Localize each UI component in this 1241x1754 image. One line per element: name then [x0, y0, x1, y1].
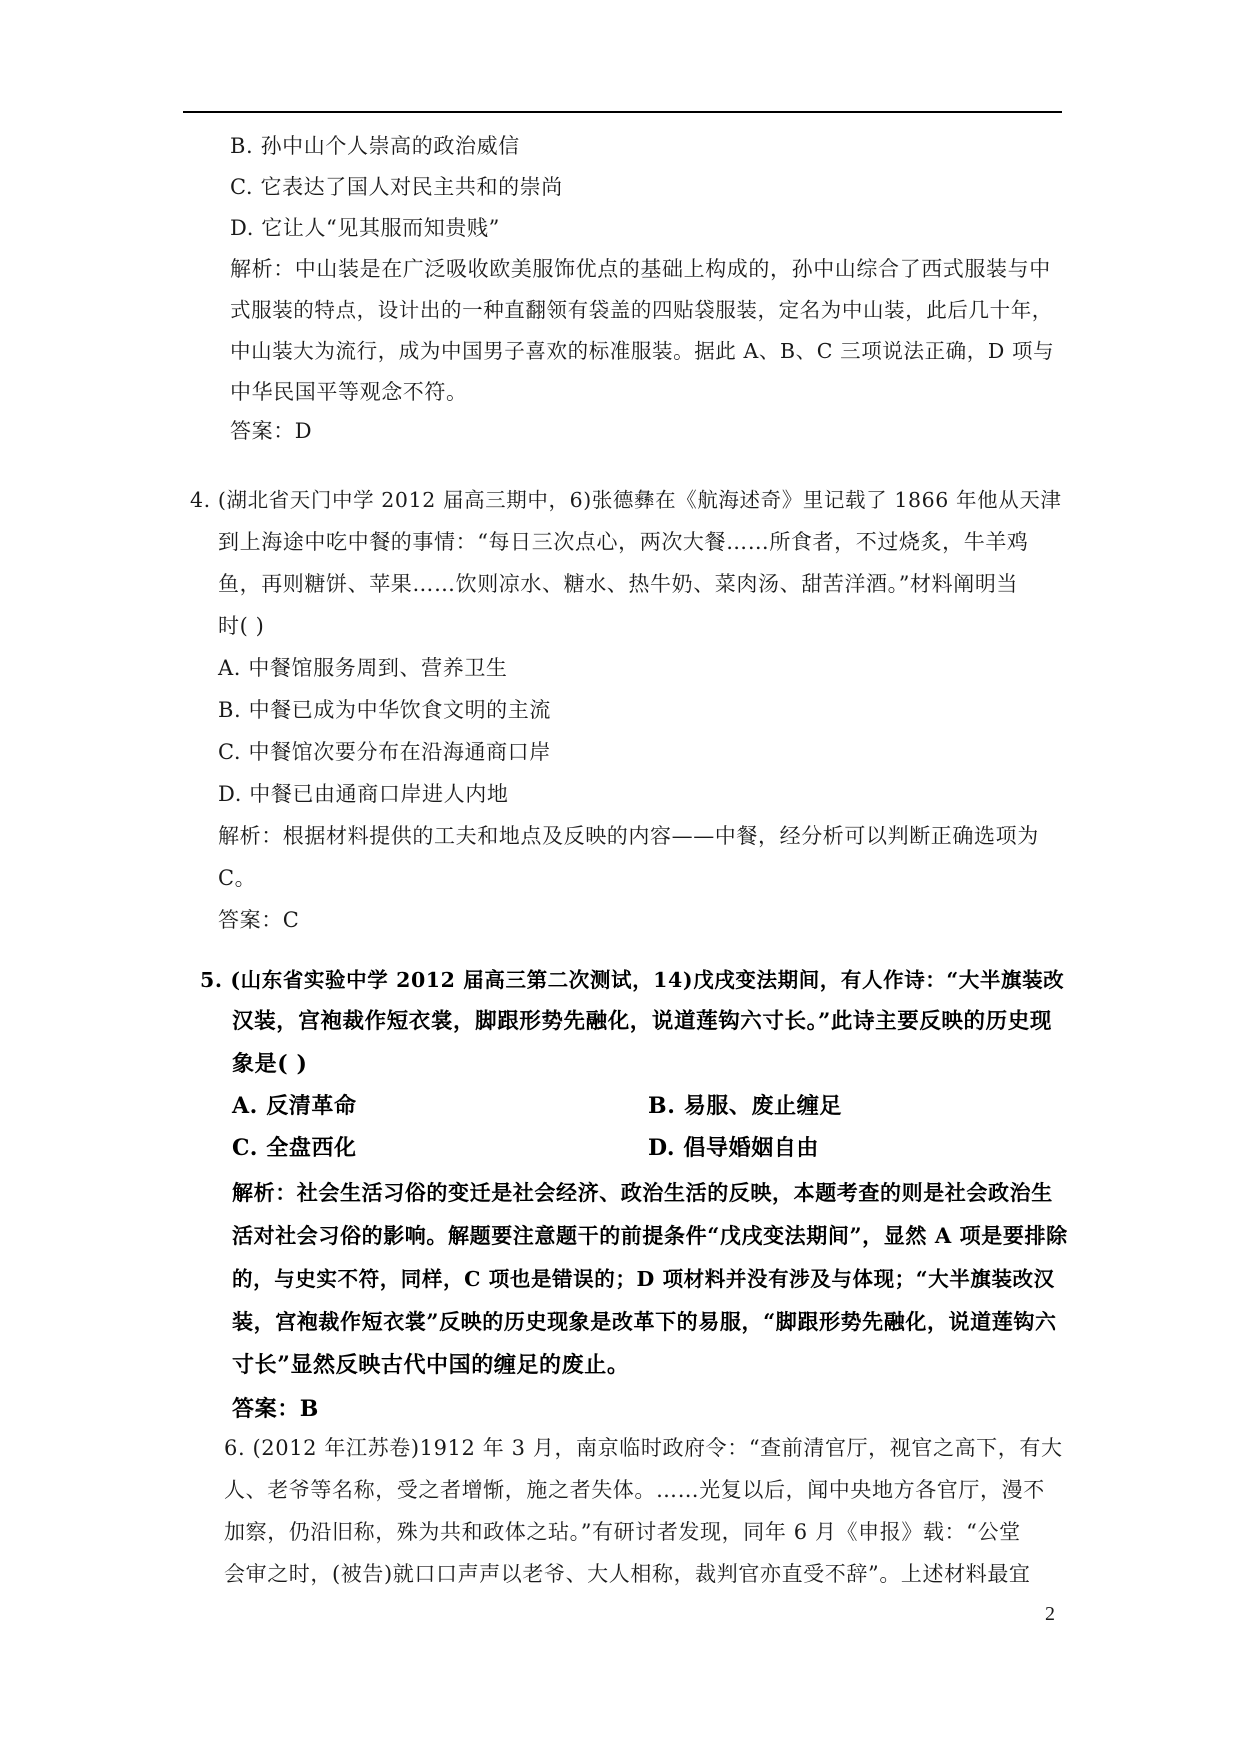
q4-answer: 答案：C [218, 908, 300, 932]
q4-option-c: C. 中餐馆次要分布在沿海通商口岸 [218, 740, 551, 764]
q4-stem-line: 到上海途中吃中餐的事情：“每日三次点心，两次大餐……所食者，不过烧炙，牛羊鸡 [218, 530, 1029, 554]
q6-stem-line: 会审之时，(被告)就口口声声以老爷、大人相称，裁判官亦直受不辞”。上述材料最宜 [224, 1562, 1031, 1586]
page-number: 2 [1045, 1603, 1055, 1625]
q5-option-a: A. 反清革命 [232, 1093, 357, 1119]
q3-analysis-line: 中华民国平等观念不符。 [230, 380, 468, 404]
q5-answer: 答案：B [232, 1396, 319, 1422]
q5-option-b: B. 易服、废止缠足 [648, 1093, 842, 1119]
q4-option-b: B. 中餐已成为中华饮食文明的主流 [218, 698, 551, 722]
q5-analysis-line: 活对社会习俗的影响。解题要注意题干的前提条件“戊戌变法期间”，显然 A 项是要排除 [232, 1223, 1068, 1248]
q3-option-d: D. 它让人“见其服而知贵贱” [230, 216, 500, 240]
q4-analysis-line: C。 [218, 866, 257, 890]
q4-option-d: D. 中餐已由通商口岸进人内地 [218, 782, 509, 806]
q5-analysis-line: 寸长”显然反映古代中国的缠足的废止。 [232, 1352, 630, 1378]
q5-analysis-line: 装，宫袍裁作短衣裳”反映的历史现象是改革下的易服，“脚跟形势先融化，说道莲钩六 [232, 1309, 1057, 1334]
q3-answer: 答案：D [230, 419, 313, 443]
q3-analysis-line: 式服装的特点，设计出的一种直翻领有袋盖的四贴袋服装，定名为中山装，此后几十年， [230, 298, 1053, 322]
q4-stem-line: 鱼，再则糖饼、苹果……饮则凉水、糖水、热牛奶、菜肉汤、甜苦洋酒。”材料阐明当 [218, 572, 1019, 596]
q5-stem-line: 象是( ) [232, 1051, 308, 1077]
q4-stem-line: 4. (湖北省天门中学 2012 届高三期中，6)张德彝在《航海述奇》里记载了 1866 年他从天津 [190, 488, 1062, 512]
q5-option-c: C. 全盘西化 [232, 1135, 357, 1161]
q3-option-b: B. 孙中山个人崇高的政治威信 [230, 134, 520, 158]
q4-stem-line: 时( ) [218, 614, 265, 638]
q3-option-c: C. 它表达了国人对民主共和的崇尚 [230, 175, 563, 199]
q5-stem-line: 5. (山东省实验中学 2012 届高三第二次测试，14)戊戌变法期间，有人作诗：“大半旗装改 [200, 968, 1065, 992]
q4-analysis-line: 解析：根据材料提供的工夫和地点及反映的内容——中餐，经分析可以判断正确选项为 [218, 824, 1039, 848]
q6-stem-line: 人、老爷等名称，受之者增惭，施之者失体。……光复以后，闻中央地方各官厅，漫不 [224, 1478, 1045, 1502]
q6-stem-line: 加察，仍沿旧称，殊为共和政体之玷。”有研讨者发现，同年 6 月《申报》载：“公堂 [224, 1520, 1021, 1544]
q4-option-a: A. 中餐馆服务周到、营养卫生 [218, 656, 508, 680]
q3-analysis-line: 解析：中山装是在广泛吸收欧美服饰优点的基础上构成的，孙中山综合了西式服装与中 [230, 257, 1051, 281]
header-rule [183, 111, 1062, 113]
q5-analysis-line: 的，与史实不符，同样，C 项也是错误的；D 项材料并没有涉及与体现；“大半旗装改汉 [232, 1267, 1055, 1291]
q5-option-d: D. 倡导婚姻自由 [648, 1135, 820, 1161]
q5-analysis-line: 解析：社会生活习俗的变迁是社会经济、政治生活的反映，本题考查的则是社会政治生 [232, 1180, 1053, 1205]
q3-analysis-line: 中山装大为流行，成为中国男子喜欢的标准服装。据此 A、B、C 三项说法正确，D 项与 [230, 339, 1055, 363]
q5-stem-line: 汉装，宫袍裁作短衣裳，脚跟形势先融化，说道莲钩六寸长。”此诗主要反映的历史现 [232, 1009, 1052, 1034]
q6-stem-line: 6. (2012 年江苏卷)1912 年 3 月，南京临时政府令：“查前清官厅，视官之高下，有大 [224, 1436, 1063, 1460]
